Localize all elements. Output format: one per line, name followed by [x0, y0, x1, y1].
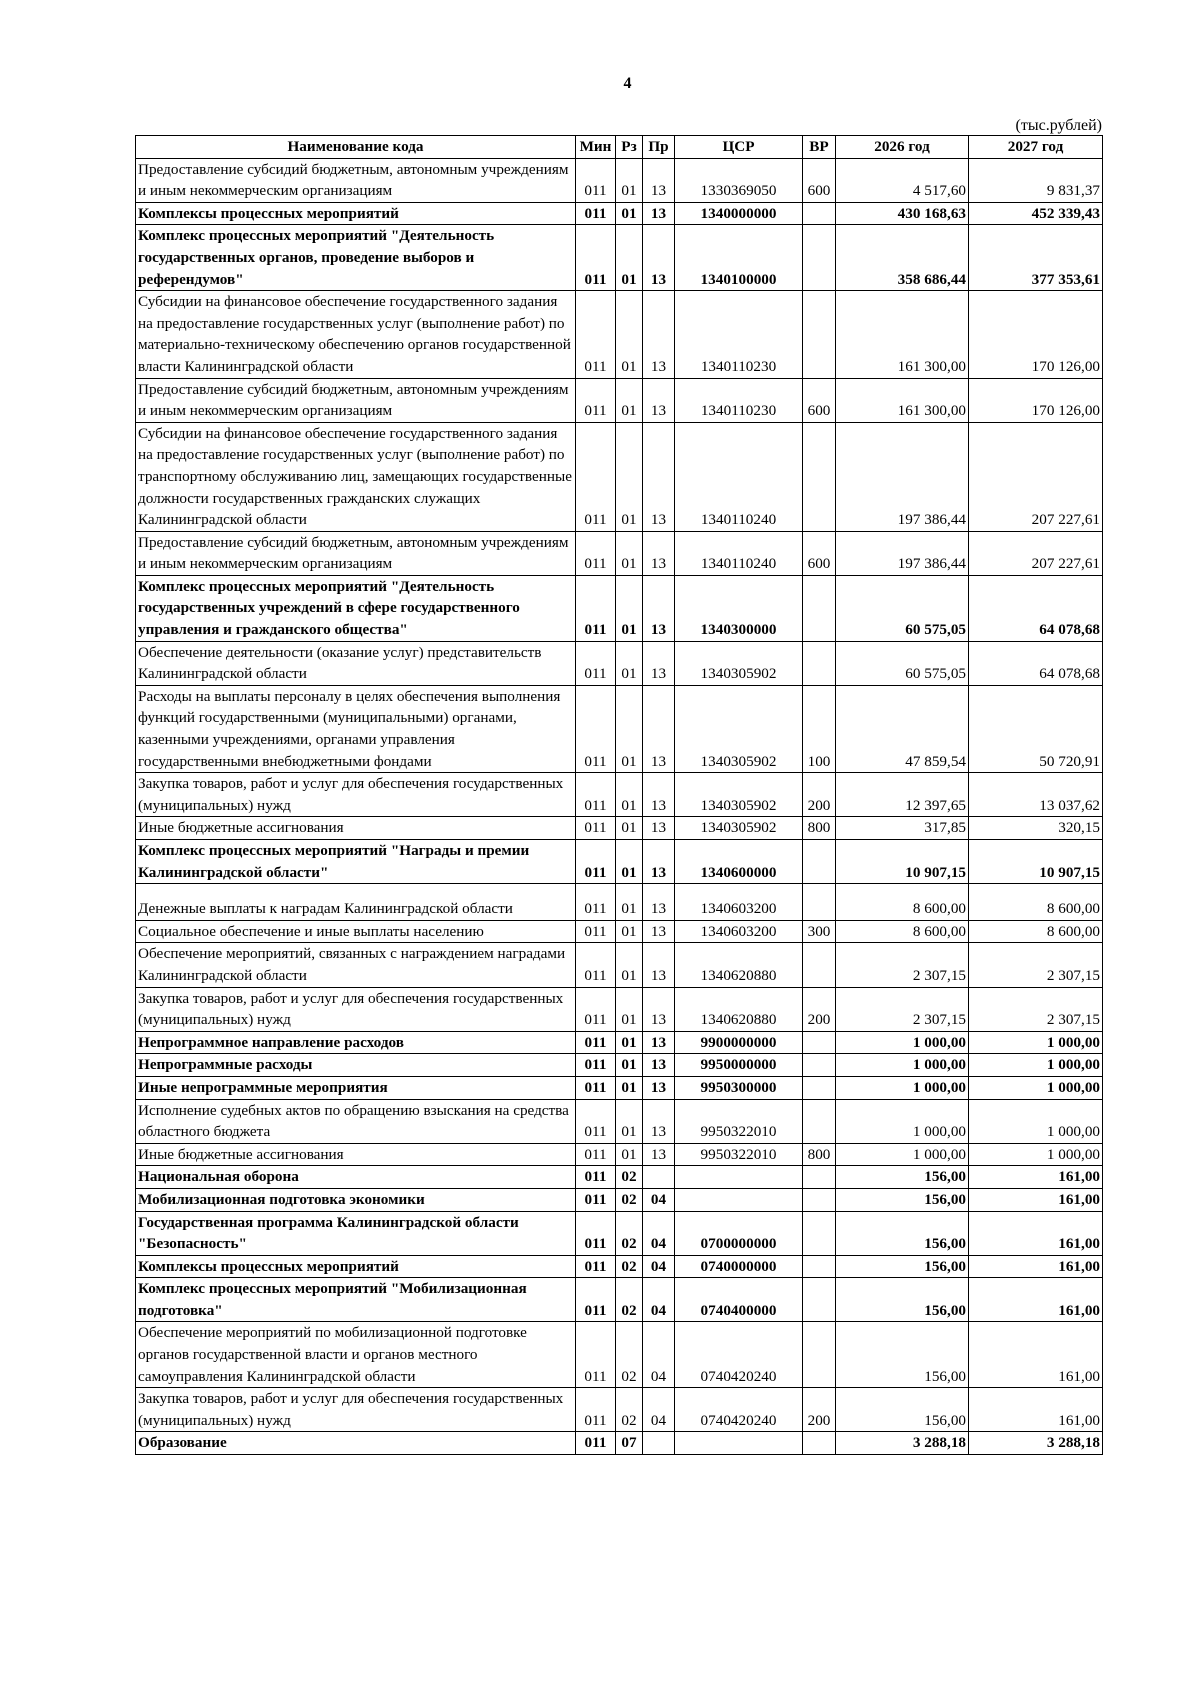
cell-csr	[675, 1188, 803, 1211]
cell-min: 011	[576, 685, 616, 772]
cell-name: Комплекс процессных мероприятий "Мобилизационная подготовка"	[136, 1278, 576, 1322]
cell-rz: 01	[616, 1054, 643, 1077]
cell-pr: 13	[643, 291, 675, 378]
cell-pr: 04	[643, 1188, 675, 1211]
cell-name: Иные бюджетные ассигнования	[136, 817, 576, 840]
table-row	[136, 1432, 1103, 1455]
cell-pr: 13	[643, 773, 675, 817]
cell-csr: 1340600000	[675, 840, 803, 884]
cell-min: 011	[576, 987, 616, 1031]
cell-2026: 2 307,15	[836, 987, 969, 1031]
cell-vr	[803, 1054, 836, 1077]
cell-rz: 01	[616, 840, 643, 884]
cell-csr: 1340305902	[675, 641, 803, 685]
cell-csr: 0740420240	[675, 1388, 803, 1432]
cell-pr: 13	[643, 641, 675, 685]
cell-csr	[675, 1166, 803, 1189]
cell-vr	[803, 1076, 836, 1099]
cell-rz: 02	[616, 1322, 643, 1388]
cell-2026: 1 000,00	[836, 1099, 969, 1143]
table-row	[136, 1188, 1103, 1211]
cell-2026: 12 397,65	[836, 773, 969, 817]
table-row	[136, 575, 1103, 641]
cell-2026: 10 907,15	[836, 840, 969, 884]
cell-rz: 01	[616, 422, 643, 531]
cell-vr: 600	[803, 531, 836, 575]
cell-name: Обеспечение мероприятий по мобилизационной подготовке органов государственной власти и органов местного самоуправления Калининградской области	[136, 1322, 576, 1388]
table-row	[136, 422, 1103, 531]
cell-pr: 13	[643, 225, 675, 291]
cell-csr: 1340603200	[675, 884, 803, 921]
cell-2026: 60 575,05	[836, 641, 969, 685]
cell-csr: 0700000000	[675, 1211, 803, 1255]
cell-name: Государственная программа Калининградской области "Безопасность"	[136, 1211, 576, 1255]
cell-2026: 317,85	[836, 817, 969, 840]
cell-pr: 13	[643, 1054, 675, 1077]
cell-name: Иные непрограммные мероприятия	[136, 1076, 576, 1099]
cell-pr: 04	[643, 1388, 675, 1432]
cell-2026: 47 859,54	[836, 685, 969, 772]
table-header-row	[136, 136, 1103, 159]
cell-name: Денежные выплаты к наградам Калининградской области	[136, 884, 576, 921]
cell-min: 011	[576, 291, 616, 378]
cell-rz: 01	[616, 943, 643, 987]
header-min: Мин	[576, 136, 616, 159]
cell-vr: 600	[803, 378, 836, 422]
cell-2026: 3 288,18	[836, 1432, 969, 1455]
cell-csr: 1340620880	[675, 987, 803, 1031]
cell-pr: 13	[643, 1031, 675, 1054]
header-2026: 2026 год	[836, 136, 969, 159]
cell-2027: 50 720,91	[969, 685, 1103, 772]
cell-min: 011	[576, 531, 616, 575]
cell-vr	[803, 1432, 836, 1455]
cell-name: Закупка товаров, работ и услуг для обеспечения государственных (муниципальных) нужд	[136, 987, 576, 1031]
cell-pr: 13	[643, 987, 675, 1031]
cell-name: Образование	[136, 1432, 576, 1455]
cell-csr: 1340603200	[675, 920, 803, 943]
cell-pr: 13	[643, 685, 675, 772]
cell-2026: 4 517,60	[836, 158, 969, 202]
cell-rz: 02	[616, 1211, 643, 1255]
cell-rz: 01	[616, 641, 643, 685]
cell-2027: 377 353,61	[969, 225, 1103, 291]
table-row	[136, 1278, 1103, 1322]
cell-pr	[643, 1432, 675, 1455]
cell-min: 011	[576, 225, 616, 291]
cell-min: 011	[576, 1388, 616, 1432]
cell-pr: 04	[643, 1322, 675, 1388]
cell-2027: 1 000,00	[969, 1143, 1103, 1166]
cell-csr: 1340300000	[675, 575, 803, 641]
cell-rz: 01	[616, 225, 643, 291]
cell-vr: 100	[803, 685, 836, 772]
cell-pr: 13	[643, 531, 675, 575]
cell-2026: 156,00	[836, 1388, 969, 1432]
cell-2027: 161,00	[969, 1388, 1103, 1432]
cell-vr	[803, 1211, 836, 1255]
table-row	[136, 685, 1103, 772]
cell-csr: 9950000000	[675, 1054, 803, 1077]
cell-csr: 1340305902	[675, 817, 803, 840]
table-row	[136, 378, 1103, 422]
cell-name: Обеспечение деятельности (оказание услуг) представительств Калининградской области	[136, 641, 576, 685]
cell-2027: 1 000,00	[969, 1099, 1103, 1143]
cell-rz: 01	[616, 685, 643, 772]
cell-2026: 156,00	[836, 1211, 969, 1255]
cell-2026: 156,00	[836, 1322, 969, 1388]
cell-rz: 01	[616, 987, 643, 1031]
cell-min: 011	[576, 1211, 616, 1255]
cell-2027: 452 339,43	[969, 202, 1103, 225]
cell-vr	[803, 1278, 836, 1322]
table-row	[136, 920, 1103, 943]
cell-csr: 1330369050	[675, 158, 803, 202]
cell-rz: 01	[616, 378, 643, 422]
table-row	[136, 1255, 1103, 1278]
cell-vr: 800	[803, 1143, 836, 1166]
cell-vr	[803, 291, 836, 378]
cell-pr: 13	[643, 575, 675, 641]
cell-csr: 1340110230	[675, 378, 803, 422]
cell-name: Субсидии на финансовое обеспечение государственного задания на предоставление государственных услуг (выполнение работ) по транспортному обслуживанию лиц, замещающих государственные должности государственных гражданских служащих Калининградской области	[136, 422, 576, 531]
cell-vr	[803, 1099, 836, 1143]
cell-2027: 8 600,00	[969, 884, 1103, 921]
cell-name: Непрограммные расходы	[136, 1054, 576, 1077]
table-row	[136, 641, 1103, 685]
cell-min: 011	[576, 1099, 616, 1143]
cell-2026: 197 386,44	[836, 531, 969, 575]
cell-2027: 161,00	[969, 1322, 1103, 1388]
cell-pr: 13	[643, 920, 675, 943]
cell-name: Комплекс процессных мероприятий "Награды и премии Калининградской области"	[136, 840, 576, 884]
cell-2026: 8 600,00	[836, 920, 969, 943]
cell-min: 011	[576, 422, 616, 531]
cell-pr: 04	[643, 1278, 675, 1322]
cell-pr: 13	[643, 840, 675, 884]
cell-min: 011	[576, 158, 616, 202]
cell-2027: 161,00	[969, 1166, 1103, 1189]
cell-vr: 800	[803, 817, 836, 840]
cell-pr: 13	[643, 817, 675, 840]
cell-name: Исполнение судебных актов по обращению взыскания на средства областного бюджета	[136, 1099, 576, 1143]
cell-pr: 13	[643, 158, 675, 202]
cell-name: Обеспечение мероприятий, связанных с награждением наградами Калининградской области	[136, 943, 576, 987]
cell-min: 011	[576, 1031, 616, 1054]
cell-vr	[803, 1188, 836, 1211]
cell-rz: 01	[616, 920, 643, 943]
cell-rz: 01	[616, 884, 643, 921]
cell-csr: 1340110240	[675, 422, 803, 531]
cell-pr: 13	[643, 943, 675, 987]
table-row	[136, 291, 1103, 378]
table-row	[136, 1322, 1103, 1388]
cell-csr: 9950300000	[675, 1076, 803, 1099]
cell-csr: 0740000000	[675, 1255, 803, 1278]
cell-vr	[803, 575, 836, 641]
table-row	[136, 1099, 1103, 1143]
budget-table	[135, 135, 1103, 1455]
cell-2026: 156,00	[836, 1188, 969, 1211]
cell-name: Предоставление субсидий бюджетным, автономным учреждениям и иным некоммерческим организациям	[136, 378, 576, 422]
cell-rz: 01	[616, 773, 643, 817]
cell-rz: 02	[616, 1278, 643, 1322]
cell-2027: 320,15	[969, 817, 1103, 840]
cell-2026: 156,00	[836, 1278, 969, 1322]
cell-min: 011	[576, 1432, 616, 1455]
cell-2026: 1 000,00	[836, 1031, 969, 1054]
cell-min: 011	[576, 202, 616, 225]
header-rz: Рз	[616, 136, 643, 159]
table-row	[136, 943, 1103, 987]
table-row	[136, 1166, 1103, 1189]
table-row	[136, 817, 1103, 840]
table-row	[136, 840, 1103, 884]
cell-vr	[803, 884, 836, 921]
cell-rz: 01	[616, 1076, 643, 1099]
cell-name: Субсидии на финансовое обеспечение государственного задания на предоставление государственных услуг (выполнение работ) по материально-техническому обеспечению органов государственной власти Калининградской области	[136, 291, 576, 378]
cell-vr: 200	[803, 773, 836, 817]
table-row	[136, 987, 1103, 1031]
cell-vr	[803, 202, 836, 225]
cell-vr: 300	[803, 920, 836, 943]
cell-2027: 1 000,00	[969, 1076, 1103, 1099]
cell-name: Закупка товаров, работ и услуг для обеспечения государственных (муниципальных) нужд	[136, 1388, 576, 1432]
cell-min: 011	[576, 378, 616, 422]
cell-vr: 200	[803, 1388, 836, 1432]
cell-rz: 01	[616, 1099, 643, 1143]
table-row	[136, 202, 1103, 225]
table-row	[136, 158, 1103, 202]
cell-name: Иные бюджетные ассигнования	[136, 1143, 576, 1166]
cell-rz: 02	[616, 1166, 643, 1189]
cell-rz: 01	[616, 531, 643, 575]
cell-vr	[803, 1031, 836, 1054]
header-pr: Пр	[643, 136, 675, 159]
cell-2027: 2 307,15	[969, 987, 1103, 1031]
cell-2027: 64 078,68	[969, 641, 1103, 685]
cell-2026: 161 300,00	[836, 291, 969, 378]
cell-rz: 07	[616, 1432, 643, 1455]
cell-min: 011	[576, 1166, 616, 1189]
cell-csr: 1340000000	[675, 202, 803, 225]
table-row	[136, 531, 1103, 575]
cell-name: Комплексы процессных мероприятий	[136, 1255, 576, 1278]
cell-vr	[803, 943, 836, 987]
cell-2027: 8 600,00	[969, 920, 1103, 943]
table-row	[136, 1076, 1103, 1099]
header-csr: ЦСР	[675, 136, 803, 159]
cell-2026: 161 300,00	[836, 378, 969, 422]
cell-pr: 13	[643, 884, 675, 921]
cell-pr: 04	[643, 1211, 675, 1255]
table-row	[136, 884, 1103, 921]
cell-name: Закупка товаров, работ и услуг для обеспечения государственных (муниципальных) нужд	[136, 773, 576, 817]
cell-csr: 1340305902	[675, 685, 803, 772]
table-row	[136, 1211, 1103, 1255]
cell-min: 011	[576, 1143, 616, 1166]
cell-min: 011	[576, 1188, 616, 1211]
cell-name: Предоставление субсидий бюджетным, автономным учреждениям и иным некоммерческим организациям	[136, 158, 576, 202]
table-row	[136, 1143, 1103, 1166]
cell-name: Расходы на выплаты персоналу в целях обеспечения выполнения функций государственными (муниципальными) органами, казенными учреждениями, органами управления государственными внебюджетными фондами	[136, 685, 576, 772]
cell-2027: 13 037,62	[969, 773, 1103, 817]
cell-vr	[803, 1166, 836, 1189]
cell-min: 011	[576, 1076, 616, 1099]
cell-pr: 13	[643, 1143, 675, 1166]
units-label: (тыс.рублей)	[1015, 117, 1102, 134]
cell-2026: 430 168,63	[836, 202, 969, 225]
cell-name: Комплекс процессных мероприятий "Деятельность государственных органов, проведение выборов и референдумов"	[136, 225, 576, 291]
cell-csr: 1340620880	[675, 943, 803, 987]
cell-vr	[803, 422, 836, 531]
cell-name: Комплексы процессных мероприятий	[136, 202, 576, 225]
cell-min: 011	[576, 1054, 616, 1077]
cell-min: 011	[576, 1322, 616, 1388]
cell-rz: 02	[616, 1388, 643, 1432]
cell-min: 011	[576, 943, 616, 987]
cell-pr: 13	[643, 1099, 675, 1143]
cell-pr: 13	[643, 202, 675, 225]
table-row	[136, 773, 1103, 817]
table-row	[136, 1031, 1103, 1054]
cell-2027: 207 227,61	[969, 531, 1103, 575]
cell-2027: 2 307,15	[969, 943, 1103, 987]
cell-vr: 200	[803, 987, 836, 1031]
cell-pr: 04	[643, 1255, 675, 1278]
cell-csr: 1340305902	[675, 773, 803, 817]
cell-min: 011	[576, 840, 616, 884]
cell-min: 011	[576, 575, 616, 641]
cell-min: 011	[576, 884, 616, 921]
cell-2026: 8 600,00	[836, 884, 969, 921]
cell-min: 011	[576, 817, 616, 840]
cell-2027: 64 078,68	[969, 575, 1103, 641]
cell-csr: 1340110230	[675, 291, 803, 378]
cell-min: 011	[576, 1278, 616, 1322]
header-2027: 2027 год	[969, 136, 1103, 159]
cell-name: Комплекс процессных мероприятий "Деятельность государственных учреждений в сфере государственного управления и гражданского общества"	[136, 575, 576, 641]
cell-csr: 0740420240	[675, 1322, 803, 1388]
cell-vr: 600	[803, 158, 836, 202]
cell-name: Социальное обеспечение и иные выплаты населению	[136, 920, 576, 943]
cell-2026: 2 307,15	[836, 943, 969, 987]
cell-name: Мобилизационная подготовка экономики	[136, 1188, 576, 1211]
cell-vr	[803, 225, 836, 291]
cell-2027: 10 907,15	[969, 840, 1103, 884]
cell-vr	[803, 641, 836, 685]
cell-2027: 170 126,00	[969, 291, 1103, 378]
cell-rz: 01	[616, 575, 643, 641]
cell-2027: 161,00	[969, 1188, 1103, 1211]
cell-2026: 1 000,00	[836, 1143, 969, 1166]
header-name: Наименование кода	[136, 136, 576, 159]
cell-rz: 01	[616, 202, 643, 225]
cell-pr: 13	[643, 1076, 675, 1099]
cell-name: Национальная оборона	[136, 1166, 576, 1189]
table-row	[136, 225, 1103, 291]
cell-csr: 9900000000	[675, 1031, 803, 1054]
cell-2026: 1 000,00	[836, 1076, 969, 1099]
cell-csr: 0740400000	[675, 1278, 803, 1322]
cell-2027: 3 288,18	[969, 1432, 1103, 1455]
cell-csr	[675, 1432, 803, 1455]
cell-pr	[643, 1166, 675, 1189]
cell-rz: 02	[616, 1188, 643, 1211]
cell-2027: 1 000,00	[969, 1054, 1103, 1077]
cell-min: 011	[576, 641, 616, 685]
header-vr: ВР	[803, 136, 836, 159]
cell-csr: 9950322010	[675, 1099, 803, 1143]
cell-rz: 01	[616, 291, 643, 378]
cell-2026: 156,00	[836, 1166, 969, 1189]
cell-rz: 01	[616, 817, 643, 840]
cell-vr	[803, 1322, 836, 1388]
page-number: 4	[623, 75, 632, 92]
cell-vr	[803, 840, 836, 884]
table-row	[136, 1388, 1103, 1432]
cell-pr: 13	[643, 378, 675, 422]
cell-name: Непрограммное направление расходов	[136, 1031, 576, 1054]
cell-2027: 170 126,00	[969, 378, 1103, 422]
cell-csr: 1340110240	[675, 531, 803, 575]
cell-name: Предоставление субсидий бюджетным, автономным учреждениям и иным некоммерческим организациям	[136, 531, 576, 575]
cell-2026: 60 575,05	[836, 575, 969, 641]
cell-2026: 156,00	[836, 1255, 969, 1278]
cell-min: 011	[576, 920, 616, 943]
cell-rz: 01	[616, 1031, 643, 1054]
cell-min: 011	[576, 773, 616, 817]
cell-2026: 197 386,44	[836, 422, 969, 531]
cell-2026: 358 686,44	[836, 225, 969, 291]
cell-2027: 161,00	[969, 1211, 1103, 1255]
cell-rz: 01	[616, 1143, 643, 1166]
table-row	[136, 1054, 1103, 1077]
cell-vr	[803, 1255, 836, 1278]
cell-min: 011	[576, 1255, 616, 1278]
cell-2027: 207 227,61	[969, 422, 1103, 531]
cell-2027: 161,00	[969, 1278, 1103, 1322]
cell-2027: 9 831,37	[969, 158, 1103, 202]
cell-2027: 1 000,00	[969, 1031, 1103, 1054]
cell-2027: 161,00	[969, 1255, 1103, 1278]
cell-2026: 1 000,00	[836, 1054, 969, 1077]
cell-rz: 02	[616, 1255, 643, 1278]
cell-pr: 13	[643, 422, 675, 531]
cell-csr: 9950322010	[675, 1143, 803, 1166]
cell-rz: 01	[616, 158, 643, 202]
cell-csr: 1340100000	[675, 225, 803, 291]
